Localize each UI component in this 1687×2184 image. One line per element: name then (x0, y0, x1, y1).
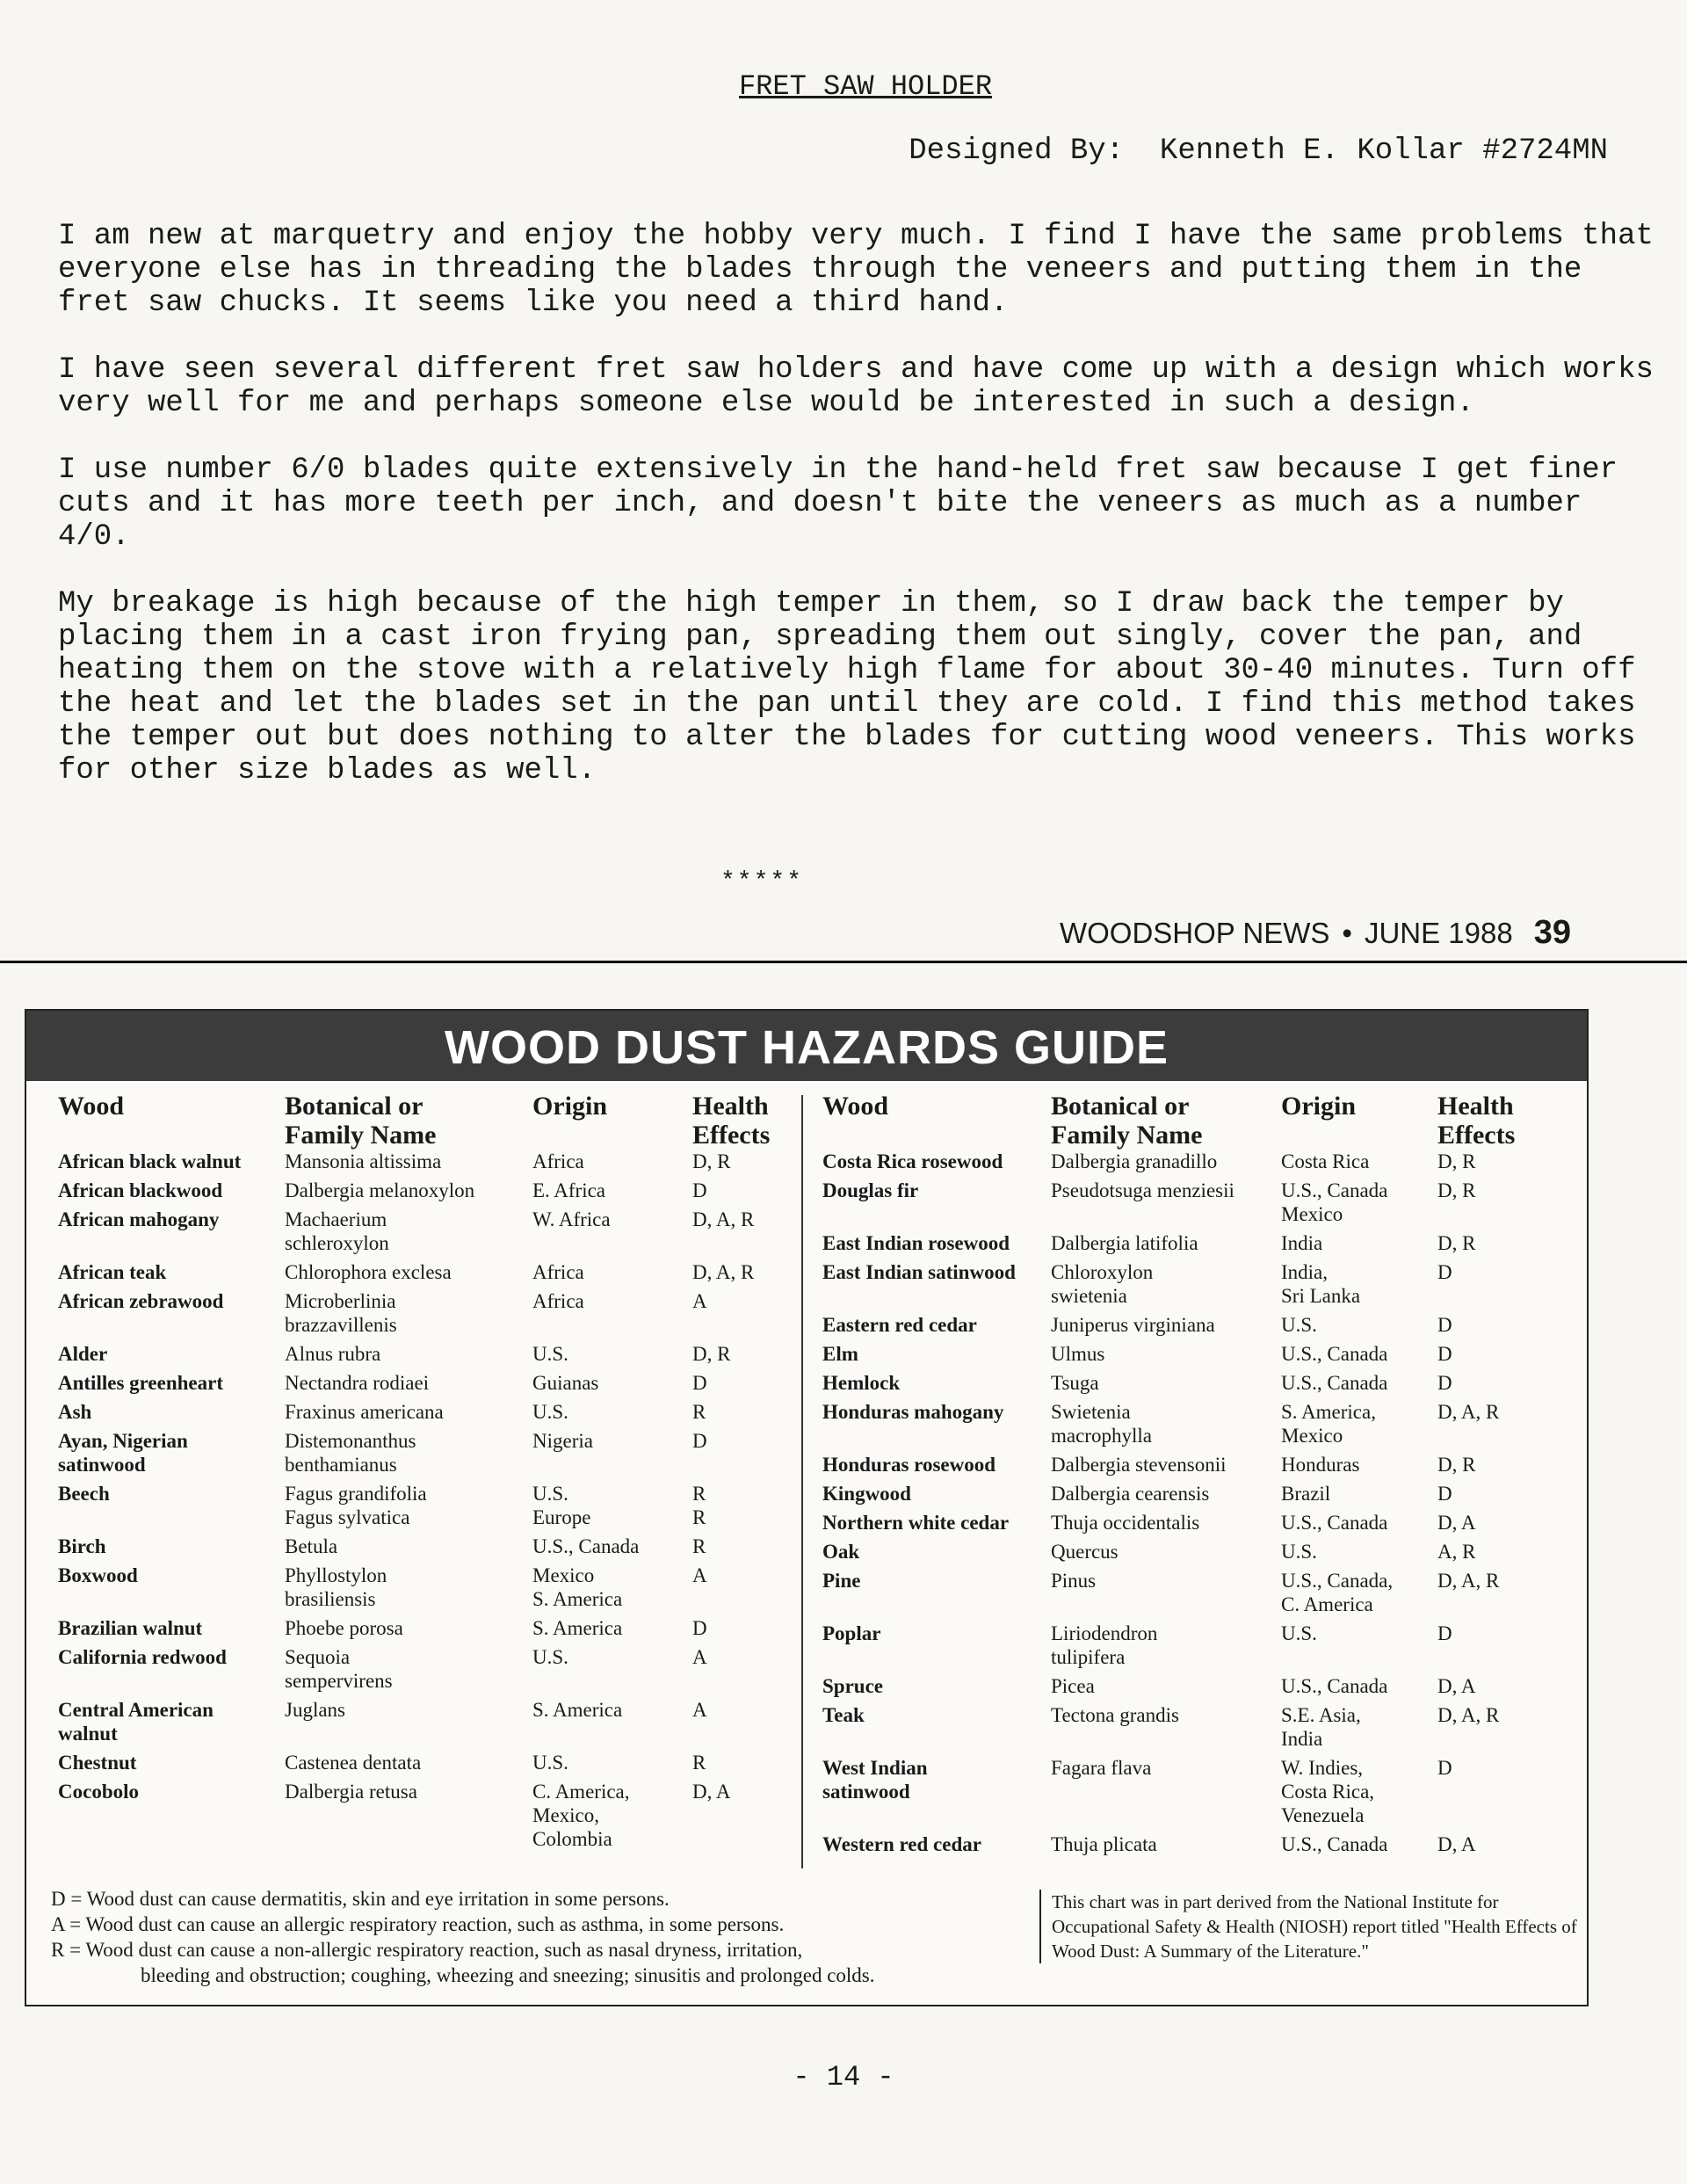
table-row (803, 1313, 1589, 1342)
cell-wood: West Indian satinwood (822, 1757, 928, 1803)
table-row (803, 1756, 1589, 1832)
cell-effects: R (692, 1535, 706, 1557)
source-note: This chart was in part derived from the National Institute for Occupational Safety & Health (NIOSH) report titled "Health Effects of Wood Dust: A Summary of the Literature." (1039, 1890, 1579, 1963)
section-separator: ***** (720, 868, 804, 896)
cell-botanical: Castenea dentata (285, 1752, 422, 1774)
table-row (26, 1751, 801, 1780)
header-health: Health Effects (1437, 1092, 1516, 1150)
cell-wood: African teak (58, 1261, 167, 1283)
cell-botanical: Dalbergia stevensonii (1051, 1454, 1227, 1476)
cell-effects: D, A, R (692, 1261, 755, 1283)
cell-effects: R R (692, 1483, 706, 1528)
cell-effects: D, A (1437, 1833, 1476, 1855)
cell-origin: Brazil (1281, 1483, 1331, 1505)
cell-origin: U.S. (532, 1646, 568, 1668)
divider-rule (0, 961, 1687, 963)
article-title: FRET SAW HOLDER (738, 70, 993, 103)
cell-origin: U.S., Canada (1281, 1343, 1388, 1365)
cell-effects: D (1437, 1261, 1452, 1283)
cell-effects: D (1437, 1757, 1452, 1779)
cell-botanical: Machaerium schleroxylon (285, 1208, 389, 1254)
publication-page: 39 (1533, 914, 1571, 951)
cell-wood: Boxwood (58, 1564, 138, 1586)
cell-effects: R (692, 1752, 706, 1774)
cell-wood: Oak (822, 1541, 860, 1563)
column-header (803, 1083, 1589, 1150)
cell-origin: S. America, Mexico (1281, 1401, 1376, 1447)
cell-botanical: Juglans (285, 1699, 345, 1721)
paragraph: I am new at marquetry and enjoy the hobby very much. I find I have the same problems that everyone else has in threading the blades through the veneers and putting them in the fret saw chucks. It seems like you need a third hand. (58, 220, 1654, 320)
cell-origin: S. America (532, 1699, 623, 1721)
cell-origin: U.S., Canada (1281, 1372, 1388, 1394)
table-row (26, 1400, 801, 1429)
cell-effects: D (1437, 1483, 1452, 1505)
cell-botanical: Fagara flava (1051, 1757, 1152, 1779)
cell-wood: African black walnut (58, 1150, 242, 1172)
cell-botanical: Dalbergia granadillo (1051, 1150, 1218, 1172)
cell-wood: Brazilian walnut (58, 1617, 203, 1639)
paragraph: My breakage is high because of the high temper in them, so I draw back the temper by placing them in a cast iron frying pan, spreading them out singly, cover the pan, and heating them on the stove with a relatively high flame for about 30-40 minutes. Turn off the heat and let the blades set in the pan until they are cold. I find this method takes the temper out but does nothing to alter the blades for cutting wood veneers. This works for other size blades as well. (58, 587, 1636, 787)
table-row (26, 1179, 801, 1208)
legend-item: D = Wood dust can cause dermatitis, skin and eye irritation in some persons. (51, 1888, 670, 1910)
cell-origin: Costa Rica (1281, 1150, 1370, 1172)
table-row (26, 1260, 801, 1289)
cell-wood: Antilles greenheart (58, 1372, 224, 1394)
cell-wood: Honduras mahogany (822, 1401, 1004, 1423)
table-row (26, 1371, 801, 1400)
cell-origin: C. America, Mexico, Colombia (532, 1781, 630, 1850)
cell-wood: Spruce (822, 1675, 883, 1697)
clipping-footer (1060, 914, 1571, 952)
table-row (803, 1832, 1589, 1861)
cell-wood: Western red cedar (822, 1833, 981, 1855)
publication-name: WOODSHOP NEWS (1059, 917, 1330, 949)
cell-effects: A (692, 1290, 707, 1312)
cell-wood: Eastern red cedar (822, 1314, 977, 1336)
cell-effects: R (692, 1401, 706, 1423)
table-row (803, 1703, 1589, 1756)
cell-origin: U.S., Canada, C. America (1281, 1570, 1394, 1615)
cell-effects: A (692, 1699, 707, 1721)
cell-effects: D, R (1437, 1179, 1476, 1201)
cell-botanical: Thuja plicata (1051, 1833, 1157, 1855)
cell-origin: Nigeria (532, 1430, 593, 1452)
table-row (803, 1511, 1589, 1540)
cell-effects: D (1437, 1622, 1452, 1644)
table-row (803, 1453, 1589, 1482)
cell-wood: African blackwood (58, 1179, 223, 1201)
cell-origin: India, Sri Lanka (1281, 1261, 1361, 1307)
cell-wood: Costa Rica rosewood (822, 1150, 1003, 1172)
cell-effects: D, R (1437, 1232, 1476, 1254)
cell-botanical: Liriodendron tulipifera (1051, 1622, 1158, 1668)
cell-wood: Poplar (822, 1622, 881, 1644)
cell-botanical: Fraxinus americana (285, 1401, 444, 1423)
cell-effects: D, A, R (692, 1208, 755, 1230)
table-row (803, 1622, 1589, 1674)
byline: Designed By: Kenneth E. Kollar #2724MN (909, 134, 1608, 168)
cell-wood: Ayan, Nigerian satinwood (58, 1430, 188, 1476)
cell-origin: Africa (532, 1261, 584, 1283)
table-row (803, 1674, 1589, 1703)
cell-effects: A (692, 1564, 707, 1586)
header-botanical: Botanical or Family Name (285, 1092, 437, 1150)
cell-effects: D (692, 1372, 707, 1394)
cell-origin: Guianas (532, 1372, 599, 1394)
cell-botanical: Mansonia altissima (285, 1150, 442, 1172)
cell-origin: U.S., Canada (532, 1535, 640, 1557)
cell-effects: D, A, R (1437, 1401, 1500, 1423)
table-row (803, 1231, 1589, 1260)
cell-effects: D, A, R (1437, 1704, 1500, 1726)
legend-item: R = Wood dust can cause a non-allergic respiratory reaction, such as nasal dryness, irritation, (51, 1939, 803, 1961)
header-origin: Origin (532, 1092, 608, 1121)
paragraph: I have seen several different fret saw holders and have come up with a design which works very well for me and perhaps someone else would be interested in such a design. (58, 353, 1654, 420)
cell-botanical: Juniperus virginiana (1051, 1314, 1215, 1336)
cell-botanical: Dalbergia retusa (285, 1781, 417, 1803)
cell-origin: U.S., Canada (1281, 1675, 1388, 1697)
bullet: • (1342, 917, 1352, 949)
table-row (26, 1342, 801, 1371)
wood-dust-guide (25, 1009, 1589, 2006)
cell-botanical: Fagus grandifolia Fagus sylvatica (285, 1483, 427, 1528)
header-origin: Origin (1281, 1092, 1357, 1121)
table-row (803, 1569, 1589, 1622)
cell-botanical: Pseudotsuga menziesii (1051, 1179, 1234, 1201)
cell-effects: D, A (692, 1781, 731, 1803)
cell-wood: Hemlock (822, 1372, 901, 1394)
cell-effects: D (1437, 1372, 1452, 1394)
cell-botanical: Chlorophora exclesa (285, 1261, 452, 1283)
cell-wood: African mahogany (58, 1208, 220, 1230)
header-botanical: Botanical or Family Name (1051, 1092, 1203, 1150)
rows-right (803, 1150, 1589, 1861)
guide-column-left (26, 1083, 801, 1856)
cell-effects: A (692, 1646, 707, 1668)
header-wood: Wood (822, 1092, 889, 1121)
cell-botanical: Nectandra rodiaei (285, 1372, 430, 1394)
table-row (26, 1698, 801, 1751)
cell-botanical: Dalbergia cearensis (1051, 1483, 1210, 1505)
cell-effects: D, A (1437, 1512, 1476, 1534)
paragraph: I use number 6/0 blades quite extensively in the hand-held fret saw because I get finer cuts and it has more teeth per inch, and doesn't bite the veneers as much as a number 4/0. (58, 453, 1618, 554)
cell-botanical: Ulmus (1051, 1343, 1105, 1365)
cell-origin: India (1281, 1232, 1323, 1254)
cell-wood: East Indian rosewood (822, 1232, 1010, 1254)
cell-origin: U.S., Canada (1281, 1833, 1388, 1855)
cell-botanical: Alnus rubra (285, 1343, 381, 1365)
cell-origin: U.S. (532, 1752, 568, 1774)
table-row (26, 1208, 801, 1260)
cell-botanical: Tectona grandis (1051, 1704, 1179, 1726)
cell-wood: Ash (58, 1401, 92, 1423)
cell-effects: D, R (692, 1150, 731, 1172)
cell-botanical: Distemonanthus benthamianus (285, 1430, 416, 1476)
cell-wood: Northern white cedar (822, 1512, 1010, 1534)
cell-origin: E. Africa (532, 1179, 606, 1201)
table-row (26, 1289, 801, 1342)
cell-botanical: Picea (1051, 1675, 1095, 1697)
table-row (803, 1482, 1589, 1511)
cell-origin: U.S. Europe (532, 1483, 591, 1528)
cell-origin: W. Indies, Costa Rica, Venezuela (1281, 1757, 1375, 1826)
cell-botanical: Phyllostylon brasiliensis (285, 1564, 387, 1610)
table-row (803, 1400, 1589, 1453)
legend-item: A = Wood dust can cause an allergic respiratory reaction, such as asthma, in some persons. (51, 1913, 785, 1935)
cell-origin: U.S., Canada (1281, 1512, 1388, 1534)
table-row (803, 1179, 1589, 1231)
cell-origin: U.S., Canada Mexico (1281, 1179, 1388, 1225)
cell-wood: Chestnut (58, 1752, 137, 1774)
cell-botanical: Sequoia sempervirens (285, 1646, 393, 1692)
cell-wood: Douglas fir (822, 1179, 919, 1201)
cell-botanical: Microberlinia brazzavillenis (285, 1290, 397, 1336)
cell-origin: Honduras (1281, 1454, 1360, 1476)
table-row (26, 1616, 801, 1645)
header-wood: Wood (58, 1092, 125, 1121)
cell-effects: A, R (1437, 1541, 1476, 1563)
cell-origin: U.S. (532, 1401, 568, 1423)
cell-origin: Mexico S. America (532, 1564, 623, 1610)
cell-origin: W. Africa (532, 1208, 611, 1230)
cell-botanical: Betula (285, 1535, 338, 1557)
legend (51, 1886, 1035, 1988)
cell-origin: Africa (532, 1150, 584, 1172)
legend-item: bleeding and obstruction; coughing, wheezing and sneezing; sinusitis and prolonged colds. (141, 1964, 875, 1986)
cell-wood: Honduras rosewood (822, 1454, 996, 1476)
cell-effects: D, A (1437, 1675, 1476, 1697)
rows-left (26, 1150, 801, 1856)
cell-wood: Elm (822, 1343, 858, 1365)
cell-wood: Beech (58, 1483, 110, 1505)
table-row (26, 1780, 801, 1856)
header-health: Health Effects (692, 1092, 771, 1150)
cell-origin: U.S. (1281, 1314, 1317, 1336)
cell-botanical: Dalbergia latifolia (1051, 1232, 1198, 1254)
cell-wood: Pine (822, 1570, 861, 1592)
table-row (803, 1260, 1589, 1313)
table-row (803, 1371, 1589, 1400)
table-row (26, 1429, 801, 1482)
table-row (26, 1482, 801, 1535)
cell-origin: U.S. (1281, 1622, 1317, 1644)
cell-botanical: Dalbergia melanoxylon (285, 1179, 475, 1201)
cell-effects: D (1437, 1343, 1452, 1365)
page-number: - 14 - (793, 2061, 894, 2093)
table-row (26, 1150, 801, 1179)
column-header (26, 1083, 801, 1150)
table-row (26, 1535, 801, 1564)
table-row (803, 1150, 1589, 1179)
cell-botanical: Swietenia macrophylla (1051, 1401, 1152, 1447)
cell-botanical: Quercus (1051, 1541, 1119, 1563)
cell-effects: D (692, 1430, 707, 1452)
guide-title: WOOD DUST HAZARDS GUIDE (26, 1011, 1587, 1081)
guide-column-right (803, 1083, 1589, 1861)
cell-wood: California redwood (58, 1646, 227, 1668)
table-row (26, 1645, 801, 1698)
cell-wood: Teak (822, 1704, 865, 1726)
cell-wood: Kingwood (822, 1483, 911, 1505)
article-body (58, 220, 1657, 821)
cell-botanical: Phoebe porosa (285, 1617, 403, 1639)
cell-origin: Africa (532, 1290, 584, 1312)
cell-effects: D, R (692, 1343, 731, 1365)
table-row (803, 1342, 1589, 1371)
cell-botanical: Chloroxylon swietenia (1051, 1261, 1154, 1307)
cell-wood: Birch (58, 1535, 106, 1557)
cell-origin: U.S. (1281, 1541, 1317, 1563)
cell-effects: D, R (1437, 1454, 1476, 1476)
cell-effects: D, A, R (1437, 1570, 1500, 1592)
cell-wood: Cocobolo (58, 1781, 139, 1803)
cell-origin: S.E. Asia, India (1281, 1704, 1361, 1750)
cell-botanical: Thuja occidentalis (1051, 1512, 1200, 1534)
cell-wood: East Indian satinwood (822, 1261, 1016, 1283)
cell-origin: S. America (532, 1617, 623, 1639)
publication-date: JUNE 1988 (1364, 917, 1513, 949)
cell-effects: D, R (1437, 1150, 1476, 1172)
table-row (26, 1564, 801, 1616)
cell-effects: D (692, 1617, 707, 1639)
cell-origin: U.S. (532, 1343, 568, 1365)
cell-effects: D (1437, 1314, 1452, 1336)
cell-botanical: Tsuga (1051, 1372, 1099, 1394)
cell-effects: D (692, 1179, 707, 1201)
cell-wood: Alder (58, 1343, 108, 1365)
cell-wood: Central American walnut (58, 1699, 214, 1745)
cell-botanical: Pinus (1051, 1570, 1097, 1592)
cell-wood: African zebrawood (58, 1290, 224, 1312)
table-row (803, 1540, 1589, 1569)
